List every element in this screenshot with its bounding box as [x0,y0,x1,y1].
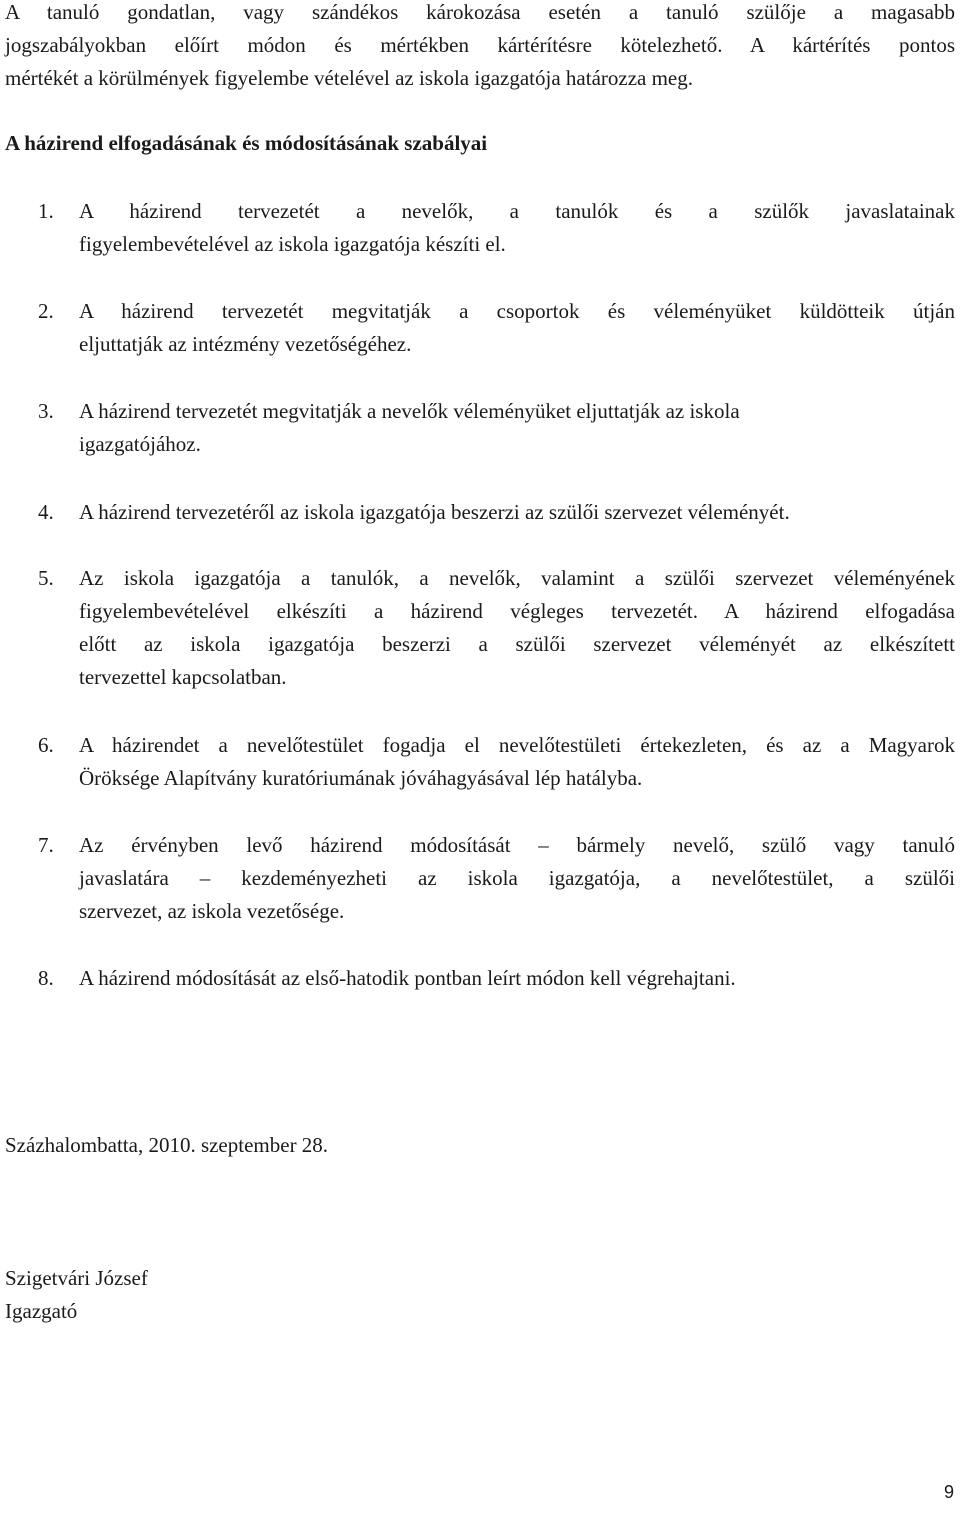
list-item-line: igazgatójához. [79,432,201,456]
list-item-line: A házirend tervezetét megvitatják a nevelők véleményüket eljuttatják az iskola [79,399,740,423]
section-title: A házirend elfogadásának és módosításának szabályai [5,131,488,155]
list-item [38,395,955,461]
place-date: Százhalombatta, 2010. szeptember 28. [5,1133,329,1157]
list-item-line: figyelembevételével az iskola igazgatója készíti el. [79,232,506,256]
list-item-line: szervezet, az iskola vezetősége. [79,899,345,923]
list-item-line: tervezettel kapcsolatban. [79,665,287,689]
signatory-name: Szigetvári József [5,1266,148,1290]
list-item-line: A házirend tervezetéről az iskola igazgatója beszerzi az szülői szervezet véleményét. [79,500,790,524]
list-item [38,195,955,261]
list-item-number: 8. [38,966,54,990]
list-item-line: A házirend tervezetét megvitatják a csoportok és véleményüket küldötteik útján [79,299,955,323]
list-item-line: A házirendet a nevelőtestület fogadja el nevelőtestületi értekezleten, és az a Magyarok [79,733,955,757]
list-item-line: figyelembevételével elkészíti a házirend végleges tervezetét. A házirend elfogadása [79,599,955,623]
list-item-line: előtt az iskola igazgatója beszerzi a szülői szervezet véleményét az elkészített [79,632,955,656]
list-item-line: Öröksége Alapítvány kuratóriumának jóváhagyásával lép hatályba. [79,766,643,790]
list-item-number: 2. [38,299,54,323]
intro-line: A tanuló gondatlan, vagy szándékos károkozása esetén a tanuló szülője a magasabb [5,0,955,24]
list-item-number: 1. [38,199,54,223]
signatory-block [5,1262,148,1328]
list-item-line: javaslatára – kezdeményezheti az iskola igazgatója, a nevelőtestület, a szülői [79,866,955,890]
list-item-number: 5. [38,566,54,590]
intro-paragraph [5,0,955,95]
list-item-line: Az iskola igazgatója a tanulók, a nevelők, valamint a szülői szervezet véleményének [79,566,955,590]
list-item [38,829,955,928]
list-item-line: Az érvényben levő házirend módosítását – bármely nevelő, szülő vagy tanuló [79,833,955,857]
list-item [38,729,955,795]
intro-line: jogszabályokban előírt módon és mértékben kártérítésre kötelezhető. A kártérítés pontos [5,33,955,57]
list-item-number: 4. [38,500,54,524]
list-item-line: A házirend módosítását az első-hatodik pontban leírt módon kell végrehajtani. [79,966,736,990]
list-item [38,295,955,361]
page-number: 9 [943,1482,954,1502]
list-item-number: 7. [38,833,54,857]
list-item [38,496,955,529]
list-item [38,562,955,694]
list-item-number: 3. [38,399,54,423]
signatory-title: Igazgató [5,1299,78,1323]
list-item [38,962,955,995]
list-item-line: eljuttatják az intézmény vezetőségéhez. [79,332,412,356]
list-item-line: A házirend tervezetét a nevelők, a tanulók és a szülők javaslatainak [79,199,955,223]
list-item-number: 6. [38,733,54,757]
intro-line: mértékét a körülmények figyelembe vételével az iskola igazgatója határozza meg. [5,66,694,90]
